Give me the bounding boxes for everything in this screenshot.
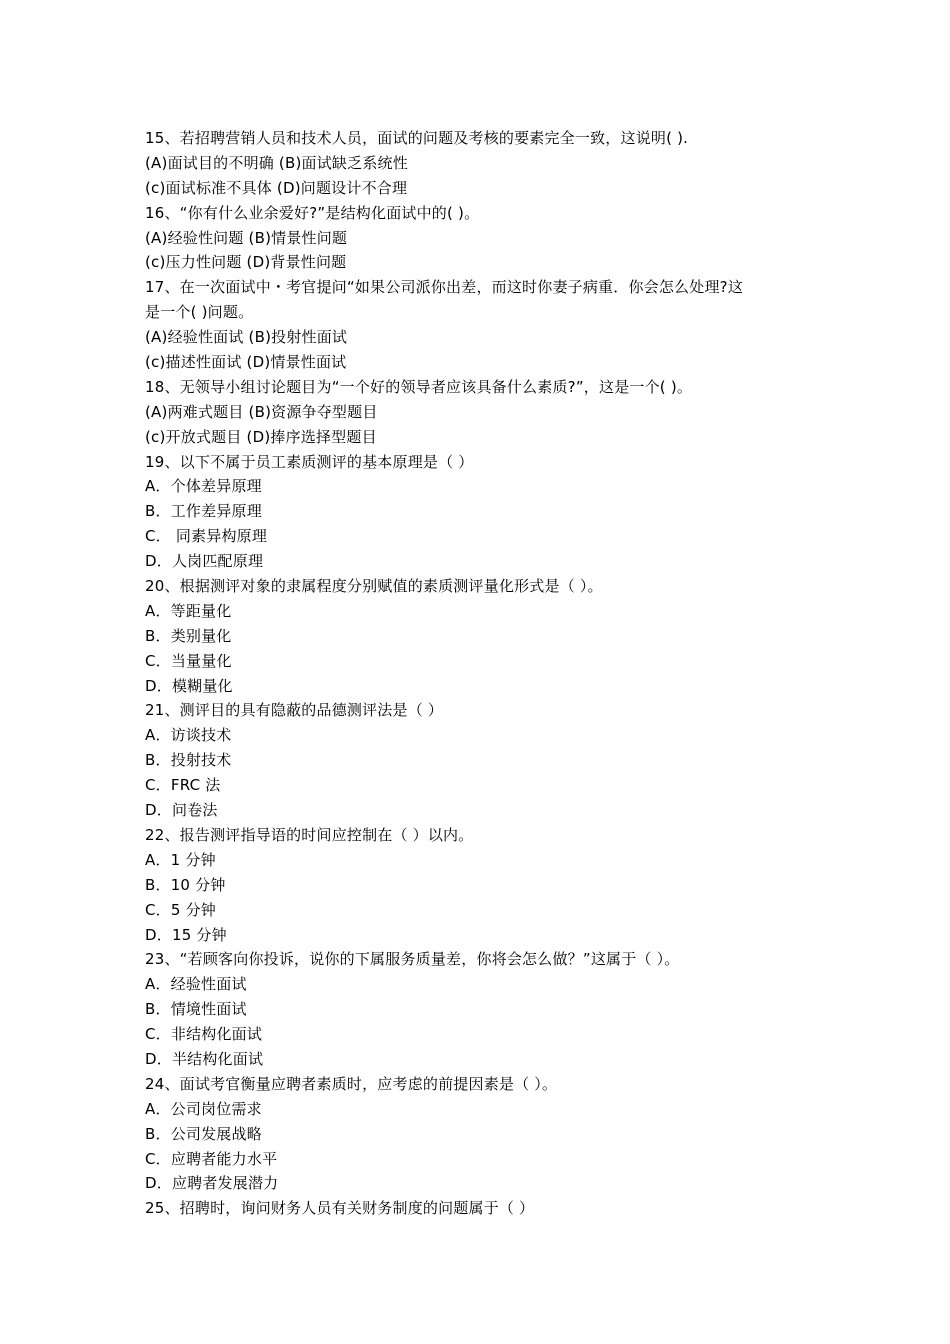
question-22-option-d: D．15 分钟 xyxy=(145,925,227,944)
question-18-stem: 18、无领导小组讨论题目为“一个好的领导者应该具备什么素质?”，这是一个( )。 xyxy=(145,377,693,396)
question-22-stem: 22、报告测评指导语的时间应控制在（ ）以内。 xyxy=(145,825,474,844)
question-19-option-d: D．人岗匹配原理 xyxy=(145,552,264,571)
question-20-option-b: B．类别量化 xyxy=(145,626,232,645)
question-15-options-ab: (A)面试目的不明确 (B)面试缺乏系统性 xyxy=(145,153,408,172)
question-23-option-c: C．非结构化面试 xyxy=(145,1025,263,1044)
question-21-option-b: B．投射技术 xyxy=(145,751,232,770)
question-25-stem: 25、招聘时，询问财务人员有关财务制度的问题属于（ ） xyxy=(145,1199,535,1218)
question-24-option-b: B．公司发展战略 xyxy=(145,1124,262,1143)
question-19-stem: 19、以下不属于员工素质测评的基本原理是（ ） xyxy=(145,452,474,471)
question-19-option-c: C． 同素异构原理 xyxy=(145,527,268,546)
question-17-stem-line1: 17、在一次面试中・考官提问“如果公司派你出差，而这时你妻子病重．你会怎么处理?这 xyxy=(145,278,744,297)
question-22-option-a: A．1 分钟 xyxy=(145,850,216,869)
question-16-stem: 16、“你有什么业余爱好?”是结构化面试中的( )。 xyxy=(145,203,480,222)
question-24-option-a: A．公司岗位需求 xyxy=(145,1099,262,1118)
question-16-options-cd: (c)压力性问题 (D)背景性问题 xyxy=(145,253,347,272)
question-20-option-c: C．当量量化 xyxy=(145,651,232,670)
question-16-options-ab: (A)经验性问题 (B)情景性问题 xyxy=(145,228,348,247)
question-24-option-c: C．应聘者能力水平 xyxy=(145,1149,278,1168)
question-17-stem-line2: 是一个( )问题。 xyxy=(145,303,254,322)
question-24-stem: 24、面试考官衡量应聘者素质时，应考虑的前提因素是（ ）。 xyxy=(145,1074,558,1093)
question-15-stem: 15、若招聘营销人员和技术人员，面试的问题及考核的要素完全一致，这说明( ). xyxy=(145,129,689,147)
question-15-options-cd: (c)面试标准不具体 (D)问题设计不合理 xyxy=(145,178,408,197)
question-24-option-d: D．应聘者发展潜力 xyxy=(145,1174,279,1193)
question-17-options-ab: (A)经验性面试 (B)投射性面试 xyxy=(145,328,348,347)
question-21-option-d: D．问卷法 xyxy=(145,801,218,820)
question-20-stem: 20、根据测评对象的隶属程度分别赋值的素质测评量化形式是（ ）。 xyxy=(145,577,603,596)
question-22-option-b: B．10 分钟 xyxy=(145,875,226,894)
question-21-stem: 21、测评目的具有隐蔽的品德测评法是（ ） xyxy=(145,701,444,720)
question-23-option-b: B．情境性面试 xyxy=(145,1000,247,1019)
question-19-option-a: A．个体差异原理 xyxy=(145,477,262,496)
question-list xyxy=(145,126,825,1221)
question-19-option-b: B．工作差异原理 xyxy=(145,502,262,521)
question-18-options-cd: (c)开放式题目 (D)捧序选择型题目 xyxy=(145,427,377,446)
question-20-option-a: A．等距量化 xyxy=(145,601,232,620)
question-21-option-a: A．访谈技术 xyxy=(145,726,232,745)
question-21-option-c: C．FRC 法 xyxy=(145,776,221,795)
question-23-option-d: D．半结构化面试 xyxy=(145,1049,264,1068)
question-17-options-cd: (c)描述性面试 (D)情景性面试 xyxy=(145,353,347,372)
question-23-stem: 23、“若顾客向你投诉，说你的下属服务质量差，你将会怎么做？”这属于（ ）。 xyxy=(145,950,680,969)
question-20-option-d: D．模糊量化 xyxy=(145,676,233,695)
question-22-option-c: C．5 分钟 xyxy=(145,900,216,919)
question-23-option-a: A．经验性面试 xyxy=(145,975,247,994)
question-18-options-ab: (A)两难式题目 (B)资源争夺型题目 xyxy=(145,402,378,421)
